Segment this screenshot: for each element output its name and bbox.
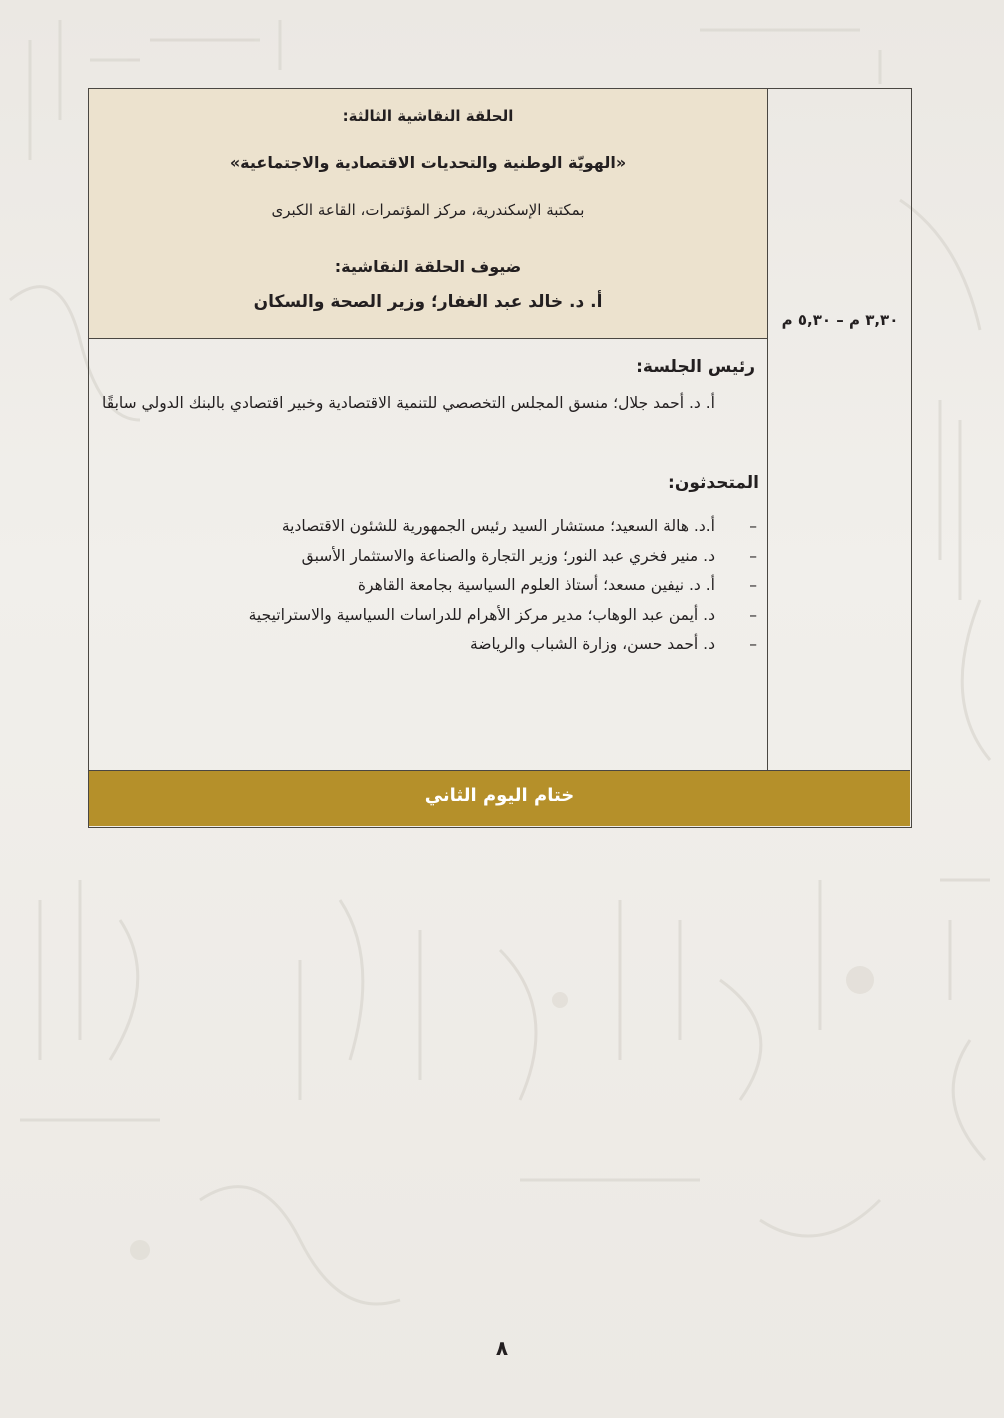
panel-guest: أ. د. خالد عبد الغفار؛ وزير الصحة والسكان — [253, 292, 603, 312]
panel-subject: «الهويّة الوطنية والتحديات الاقتصادية والاجتماعية» — [229, 153, 627, 172]
list-dash: – — [749, 635, 757, 653]
session-cell — [89, 339, 767, 770]
page-number: ٨ — [495, 1336, 509, 1360]
speaker-item — [89, 517, 767, 547]
list-dash: – — [749, 576, 757, 594]
panel-title: الحلقة النقاشية الثالثة: — [342, 107, 514, 125]
speaker-name: د. أحمد حسن، وزارة الشباب والرياضة — [470, 635, 715, 653]
program-table — [88, 88, 912, 828]
time-column — [767, 89, 911, 770]
closing-label: ختام اليوم الثاني — [424, 785, 575, 806]
speaker-name: د. أيمن عبد الوهاب؛ مدير مركز الأهرام للدراسات السياسية والاستراتيجية — [248, 605, 715, 624]
speaker-item — [89, 635, 767, 665]
speakers-label: المتحدثون: — [668, 473, 759, 493]
speakers-list — [89, 517, 767, 665]
closing-banner — [89, 770, 910, 826]
panel-venue: بمكتبة الإسكندرية، مركز المؤتمرات، القاعة الكبرى — [271, 201, 585, 219]
list-dash: – — [749, 546, 757, 565]
speaker-name: أ.د. هالة السعيد؛ مستشار السيد رئيس الجمهورية للشئون الاقتصادية — [281, 517, 715, 535]
list-dash: – — [749, 517, 757, 535]
panel-discussion-cell — [89, 89, 767, 339]
speaker-item — [89, 606, 767, 636]
speaker-name: د. منير فخري عبد النور؛ وزير التجارة والصناعة والاستثمار الأسبق — [301, 546, 715, 565]
session-time: ٣,٣٠ م – ٥,٣٠ م — [781, 311, 899, 329]
panel-guests-label: ضيوف الحلقة النقاشية: — [334, 257, 522, 276]
speaker-item — [89, 547, 767, 577]
list-dash: – — [749, 605, 757, 624]
chair-name: أ. د. أحمد جلال؛ منسق المجلس التخصصي للتنمية الاقتصادية وخبير اقتصادي بالبنك الدولي سابقًا — [102, 394, 715, 412]
speaker-item — [89, 576, 767, 606]
chair-label: رئيس الجلسة: — [636, 357, 755, 377]
speaker-name: أ. د. نيفين مسعد؛ أستاذ العلوم السياسية بجامعة القاهرة — [357, 576, 715, 594]
